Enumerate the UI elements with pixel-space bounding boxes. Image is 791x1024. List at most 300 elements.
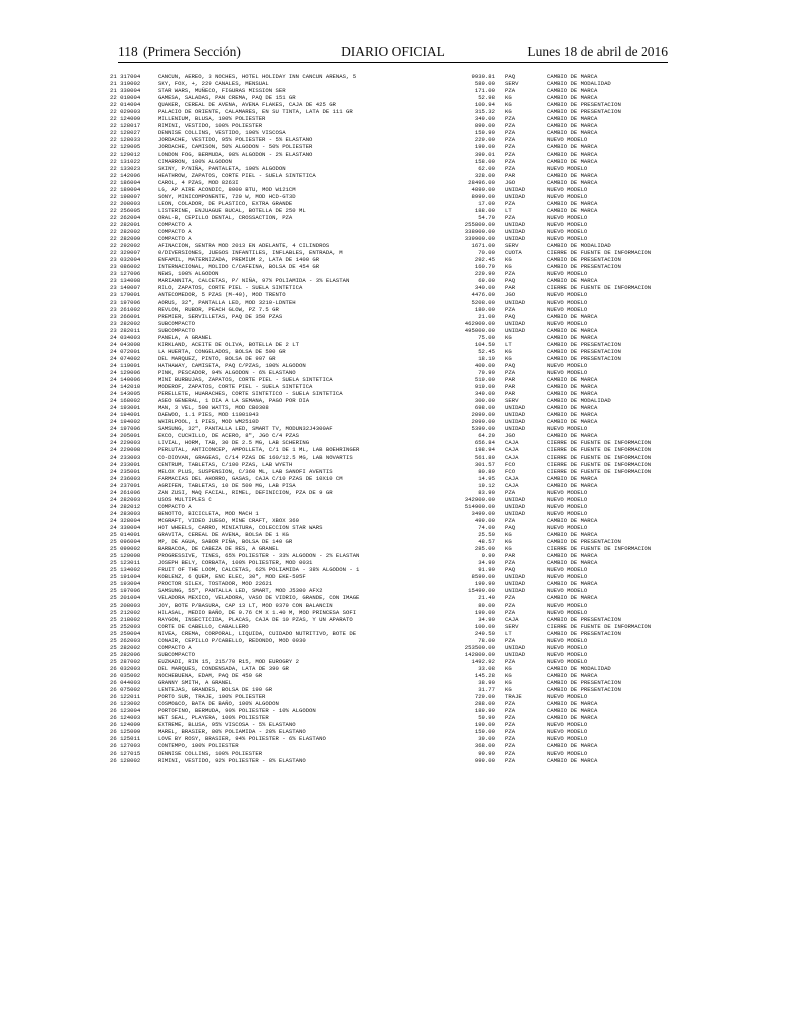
- item-code: 22 133023: [110, 164, 141, 172]
- item-observation: CAMBIO DE MODALIDAD: [547, 397, 611, 405]
- table-row: [110, 320, 710, 327]
- item-description: VELADORA MEXICO, VELADORA, VASO DE VIDRIO, GRANDE, CON IMAGE: [158, 594, 360, 602]
- item-price: 78.00: [478, 636, 495, 644]
- item-observation: CAMBIO DE PRESENTACION: [547, 340, 621, 348]
- item-description: DENNISE COLLINS, 100% POLIESTER: [158, 749, 263, 757]
- item-code: 22 129005: [110, 143, 141, 151]
- item-description: WHIRLPOOL, 1 PIES, MOD WM2510D: [158, 418, 259, 426]
- item-unit: JGO: [505, 432, 516, 440]
- item-description: PORTOFINO, BERMUDA, 90% POLIESTER - 10% ALGODON: [158, 707, 316, 715]
- item-price: 229.00: [474, 136, 495, 144]
- table-row: [110, 679, 710, 686]
- item-price: 31.77: [478, 686, 495, 694]
- table-row: [110, 707, 710, 714]
- item-description: MARIANNITA, CALCETAS, P/ NIÑA, 97% POLIAMIDA - 3% ELASTAN: [158, 277, 350, 285]
- item-description: ZAN ZUSI, MAQ FACIAL, RIMEL, DEFINICION, PZA DE 9 GR: [158, 488, 333, 496]
- item-description: MAN, 3 VEL, 500 WATTS, MOD CB0308: [158, 404, 269, 412]
- table-row: [110, 454, 710, 461]
- item-price: 340.00: [474, 284, 495, 292]
- item-unit: PAR: [505, 383, 516, 391]
- item-unit: PZA: [505, 700, 516, 708]
- item-code: 23 032004: [110, 256, 141, 264]
- item-observation: CAMBIO DE MARCA: [547, 73, 598, 80]
- item-unit: KG: [505, 333, 512, 341]
- item-observation: NUEVO MODELO: [547, 298, 588, 306]
- table-row: [110, 735, 710, 742]
- table-row: [110, 468, 710, 475]
- table-row: [110, 757, 710, 764]
- item-description: SUBCOMPACTO: [158, 319, 195, 327]
- item-observation: CAMBIO DE MARCA: [547, 418, 598, 426]
- item-unit: UNIDAD: [505, 573, 526, 581]
- table-row: [110, 439, 710, 446]
- item-code: 23 282011: [110, 326, 141, 334]
- item-code: 24 282012: [110, 502, 141, 510]
- item-code: 25 252003: [110, 622, 141, 630]
- item-code: 24 205001: [110, 432, 141, 440]
- table-row: [110, 200, 710, 207]
- item-price: 14.95: [478, 474, 495, 482]
- item-code: 24 282003: [110, 495, 141, 503]
- item-price: 499.00: [474, 516, 495, 524]
- item-description: PERLUTAL, ANTICONCEP, AMPOLLETA, C/1 DE 1 ML, LAB BOEHRINGER: [158, 446, 360, 454]
- item-price: 698.00: [474, 404, 495, 412]
- item-observation: NUEVO MODELO: [547, 587, 588, 595]
- item-description: PORTO SUR, TRAJE, 100% POLIESTER: [158, 693, 266, 701]
- item-observation: CAMBIO DE MARCA: [547, 552, 598, 560]
- item-description: JOY, BOTE P/BASURA, CAP 13 LT, MOD 9379 CON BALANCIN: [158, 601, 333, 609]
- item-observation: CIERRE DE FUENTE DE INFORMACION: [547, 460, 652, 468]
- item-code: 24 043008: [110, 340, 141, 348]
- item-price: 253500.00: [464, 643, 495, 651]
- item-unit: KG: [505, 686, 512, 694]
- item-unit: UNIDAD: [505, 643, 526, 651]
- table-row: [110, 355, 710, 362]
- item-price: 33.08: [478, 664, 495, 672]
- item-price: 349.00: [474, 115, 495, 123]
- item-code: 23 140007: [110, 284, 141, 292]
- item-price: 99.99: [478, 749, 495, 757]
- table-row: [110, 750, 710, 757]
- table-row: [110, 94, 710, 101]
- item-code: 24 129006: [110, 368, 141, 376]
- item-code: 26 124003: [110, 714, 141, 722]
- item-unit: KG: [505, 664, 512, 672]
- item-description: INTERNACIONAL, MOLIDO C/CAFEINA, BOLSA DE 454 GR: [158, 263, 320, 271]
- item-price: 21.00: [478, 312, 495, 320]
- item-code: 23 282002: [110, 319, 141, 327]
- item-unit: PZA: [505, 368, 516, 376]
- item-code: 26 128002: [110, 756, 141, 764]
- item-unit: PZA: [505, 115, 516, 123]
- item-description: JORDACHE, CAMISON, 50% ALGODON - 50% POLIESTER: [158, 143, 313, 151]
- item-code: 22 282001: [110, 220, 141, 228]
- item-description: HOT WHEELS, CARRO, MINIATURA, COLECCION STAR WARS: [158, 524, 323, 531]
- item-observation: CAMBIO DE MARCA: [547, 171, 598, 179]
- item-observation: CAMBIO DE MARCA: [547, 122, 598, 130]
- item-code: 22 014004: [110, 101, 141, 109]
- item-code: 23 266001: [110, 312, 141, 320]
- item-code: 26 127015: [110, 749, 141, 757]
- item-code: 25 096004: [110, 538, 141, 546]
- table-row: [110, 348, 710, 355]
- item-price: 292.45: [474, 256, 495, 264]
- item-price: 18.19: [478, 354, 495, 362]
- item-code: 23 127006: [110, 270, 141, 278]
- table-row: [110, 503, 710, 510]
- item-description: SAMSUNG, 32", PANTALLA LED, SMART TV, MODUN32J4300AF: [158, 425, 333, 433]
- item-price: 342900.00: [464, 495, 495, 503]
- item-unit: SERV: [505, 242, 519, 250]
- item-description: MELOX PLUS, SUSPENSION, C/360 ML, LAB SANOFI AVENTIS: [158, 467, 333, 475]
- table-row: [110, 672, 710, 679]
- table-row: [110, 594, 710, 601]
- item-description: MAREL, BRASIER, 80% POLIAMIDA - 20% ELASTANO: [158, 728, 306, 736]
- item-unit: PZA: [505, 122, 516, 130]
- item-description: CANCUN, AEREO, 3 NOCHES, HOTEL HOLIDAY INN CANCUN ARENAS, 5: [158, 73, 357, 80]
- item-code: 25 282002: [110, 643, 141, 651]
- item-unit: UNIDAD: [505, 495, 526, 503]
- item-unit: PZA: [505, 636, 516, 644]
- item-price: 339900.00: [464, 235, 495, 243]
- table-row: [110, 538, 710, 545]
- item-code: 26 125011: [110, 735, 141, 743]
- item-unit: KG: [505, 263, 512, 271]
- item-unit: PZA: [505, 87, 516, 95]
- table-row: [110, 665, 710, 672]
- item-price: 48.57: [478, 538, 495, 546]
- item-unit: KG: [505, 108, 512, 116]
- item-observation: CAMBIO DE MARCA: [547, 707, 598, 715]
- item-code: 24 233001: [110, 460, 141, 468]
- item-description: AFINACION, SENTRA MOD 2013 EN ADELANTE, 4 CILINDROS: [158, 242, 330, 250]
- item-price: 199.00: [474, 143, 495, 151]
- page-header: [118, 44, 668, 64]
- item-code: 25 099002: [110, 545, 141, 553]
- table-row: [110, 284, 710, 291]
- item-price: 28496.00: [468, 178, 495, 186]
- item-code: 25 282006: [110, 650, 141, 658]
- table-row: [110, 545, 710, 552]
- item-observation: CIERRE DE FUENTE DE INFORMACION: [547, 439, 652, 447]
- item-description: MILLENIUM, BLUSA, 100% POLIESTER: [158, 115, 266, 123]
- item-unit: CAJA: [505, 439, 519, 447]
- table-row: [110, 341, 710, 348]
- item-price: 159.00: [474, 728, 495, 736]
- item-unit: CAJA: [505, 481, 519, 489]
- item-unit: KG: [505, 671, 512, 679]
- item-price: 79.99: [478, 368, 495, 376]
- item-price: 158.00: [474, 157, 495, 165]
- item-description: JORDACHE, VESTIDO, 95% POLIESTER - 5% ELASTANO: [158, 136, 313, 144]
- item-description: SONY, MINICOMPONENTE, 720 W, MOD HCD-GT3D: [158, 192, 296, 200]
- table-row: [110, 580, 710, 587]
- item-observation: CAMBIO DE MARCA: [547, 129, 598, 137]
- item-observation: CAMBIO DE PRESENTACION: [547, 263, 621, 271]
- item-description: COMPACTO A: [158, 228, 192, 236]
- table-row: [110, 637, 710, 644]
- item-description: NEWS, 100% ALGODON: [158, 270, 219, 278]
- item-description: CORTE DE CABELLO, CABALLERO: [158, 622, 249, 630]
- table-row: [110, 277, 710, 284]
- item-code: 23 086002: [110, 263, 141, 271]
- table-row: [110, 524, 710, 531]
- item-observation: NUEVO MODELO: [547, 235, 588, 243]
- table-row: [110, 143, 710, 150]
- item-observation: NUEVO MODELO: [547, 228, 588, 236]
- table-row: [110, 101, 710, 108]
- item-observation: CAMBIO DE PRESENTACION: [547, 538, 621, 546]
- item-code: 25 259004: [110, 629, 141, 637]
- item-observation: CIERRE DE FUENTE DE INFORMACION: [547, 622, 652, 630]
- item-unit: UNIDAD: [505, 404, 526, 412]
- item-price: 249.50: [474, 629, 495, 637]
- item-unit: KG: [505, 354, 512, 362]
- item-code: 26 124009: [110, 721, 141, 729]
- item-description: CIMARRON, 100% ALGODON: [158, 157, 232, 165]
- table-row: [110, 108, 710, 115]
- table-row: [110, 186, 710, 193]
- table-row: [110, 602, 710, 609]
- item-unit: KG: [505, 538, 512, 546]
- publication-date: Lunes 18 de abril de 2016: [527, 44, 668, 59]
- item-description: PALACIO DE ORIENTE, CALAMARES, EN SU TINTA, LATA DE 111 GR: [158, 108, 353, 116]
- item-description: PINK, PESCADOR, 94% ALGODON - 6% ELASTANO: [158, 368, 296, 376]
- table-row: [110, 122, 710, 129]
- item-description: PROGRESSIVE, TINES, 65% POLIESTER - 33% ALGODON - 2% ELASTAN: [158, 552, 360, 560]
- table-row: [110, 235, 710, 242]
- item-price: 999.00: [474, 756, 495, 764]
- table-row: [110, 418, 710, 425]
- item-observation: NUEVO MODELO: [547, 192, 588, 200]
- item-observation: CAMBIO DE MARCA: [547, 714, 598, 722]
- item-description: GRAVITA, CEREAL DE AVENA, BOLSA DE 1 KG: [158, 531, 289, 539]
- item-code: 24 236003: [110, 474, 141, 482]
- table-row: [110, 376, 710, 383]
- item-description: JOSEPH BELY, CORBATA, 100% POLIESTER, MOD 0031: [158, 559, 313, 567]
- table-row: [110, 531, 710, 538]
- item-description: EUZKADI, RIN 15, 215/70 R15, MOD EUROGRY 2: [158, 657, 299, 665]
- item-unit: UNIDAD: [505, 319, 526, 327]
- item-price: 199.00: [474, 608, 495, 616]
- table-row: [110, 742, 710, 749]
- item-unit: PAQ: [505, 312, 516, 320]
- item-price: 1671.00: [471, 242, 495, 250]
- item-unit: PZA: [505, 213, 516, 221]
- table-row: [110, 425, 710, 432]
- item-observation: CAMBIO DE MARCA: [547, 671, 598, 679]
- item-description: EKCO, CUCHILLO, DE ACERO, 8", JGO C/4 PZAS: [158, 432, 299, 440]
- item-unit: PAQ: [505, 361, 516, 369]
- item-unit: PZA: [505, 714, 516, 722]
- item-unit: JGO: [505, 291, 516, 299]
- item-observation: CAMBIO DE MARCA: [547, 531, 598, 539]
- item-price: 54.70: [478, 213, 495, 221]
- item-description: KOBLENZ, 6 QUEM, ENC ELEC, 30", MOD EKE-505F: [158, 573, 306, 581]
- item-description: COMPACTO A: [158, 643, 192, 651]
- item-price: 349.00: [474, 390, 495, 398]
- item-code: 22 282002: [110, 228, 141, 236]
- item-price: 17.00: [478, 199, 495, 207]
- item-unit: PZA: [505, 136, 516, 144]
- item-description: HATHAWAY, CAMISETA, PAQ C/PZAS, 100% ALGODON: [158, 361, 306, 369]
- item-price: 462900.00: [464, 319, 495, 327]
- item-unit: SERV: [505, 622, 519, 630]
- item-observation: CAMBIO DE MARCA: [547, 206, 598, 214]
- item-description: PREMIER, SERVILLETAS, PAQ DE 350 PZAS: [158, 312, 283, 320]
- table-row: [110, 334, 710, 341]
- item-observation: CAMBIO DE PRESENTACION: [547, 629, 621, 637]
- table-row: [110, 221, 710, 228]
- table-row: [110, 362, 710, 369]
- item-description: RILO, ZAPATOS, CORTE PIEL - SUELA SINTETICA: [158, 284, 303, 292]
- item-code: 24 194002: [110, 418, 141, 426]
- item-price: 519.00: [474, 376, 495, 384]
- item-observation: CAMBIO DE MARCA: [547, 376, 598, 384]
- item-price: 171.00: [474, 87, 495, 95]
- table-row: [110, 461, 710, 468]
- item-unit: CAJA: [505, 446, 519, 454]
- table-row: [110, 270, 710, 277]
- item-unit: PZA: [505, 164, 516, 172]
- item-code: 25 191004: [110, 573, 141, 581]
- item-code: 24 235001: [110, 467, 141, 475]
- item-observation: CAMBIO DE MARCA: [547, 277, 598, 285]
- item-code: 25 120008: [110, 552, 141, 560]
- item-price: 104.50: [474, 340, 495, 348]
- item-code: 21 317004: [110, 73, 141, 80]
- item-observation: NUEVO MODELO: [547, 425, 588, 433]
- item-observation: CAMBIO DE PRESENTACION: [547, 686, 621, 694]
- item-price: 255800.00: [464, 220, 495, 228]
- item-observation: CAMBIO DE MARCA: [547, 481, 598, 489]
- item-description: DENNISE COLLINS, VESTIDO, 100% VISCOSA: [158, 129, 286, 137]
- item-price: 180.00: [474, 305, 495, 313]
- table-row: [110, 566, 710, 573]
- item-unit: PZA: [505, 707, 516, 715]
- item-price: 288.00: [474, 700, 495, 708]
- table-row: [110, 510, 710, 517]
- table-row: [110, 172, 710, 179]
- item-unit: UNIDAD: [505, 502, 526, 510]
- item-unit: TRAJE: [505, 693, 522, 701]
- item-observation: CAMBIO DE MARCA: [547, 474, 598, 482]
- item-unit: KG: [505, 101, 512, 109]
- table-row: [110, 165, 710, 172]
- item-observation: NUEVO MODELO: [547, 509, 588, 517]
- item-code: 24 140006: [110, 376, 141, 384]
- item-code: 22 292002: [110, 242, 141, 250]
- table-row: [110, 249, 710, 256]
- item-description: LA HUERTA, CONGELADOS, BOLSA DE 500 GR: [158, 347, 286, 355]
- item-code: 24 229003: [110, 439, 141, 447]
- item-observation: CAMBIO DE MARCA: [547, 115, 598, 123]
- item-price: 142800.00: [464, 650, 495, 658]
- item-code: 23 179001: [110, 291, 141, 299]
- item-description: CO-DIOVAN, GRAGEAS, C/14 PZAS DE 160/12.5 MG, LAB NOVARTIS: [158, 453, 353, 461]
- item-observation: NUEVO MODELO: [547, 488, 588, 496]
- item-price: 3499.00: [471, 509, 495, 517]
- item-price: 38.90: [478, 679, 495, 687]
- item-unit: PAQ: [505, 277, 516, 285]
- item-unit: CAJA: [505, 615, 519, 623]
- journal-title: DIARIO OFICIAL: [341, 44, 445, 59]
- item-price: 9930.81: [471, 73, 495, 80]
- item-code: 22 262004: [110, 213, 141, 221]
- item-observation: NUEVO MODELO: [547, 608, 588, 616]
- item-observation: NUEVO MODELO: [547, 566, 588, 574]
- item-price: 301.57: [474, 460, 495, 468]
- item-price: 5208.00: [471, 298, 495, 306]
- item-code: 24 197006: [110, 425, 141, 433]
- item-observation: NUEVO MODELO: [547, 601, 588, 609]
- item-unit: CAJA: [505, 474, 519, 482]
- item-unit: UNIDAD: [505, 418, 526, 426]
- item-code: 24 072001: [110, 347, 141, 355]
- item-price: 338900.00: [464, 228, 495, 236]
- item-unit: LT: [505, 206, 512, 214]
- item-description: EXTREME, BLUSA, 95% VISCOSA - 5% ELASTANO: [158, 721, 296, 729]
- table-row: [110, 559, 710, 566]
- table-row: [110, 80, 710, 87]
- item-unit: PZA: [505, 143, 516, 151]
- item-observation: CAMBIO DE MARCA: [547, 580, 598, 588]
- table-row: [110, 721, 710, 728]
- item-unit: PZA: [505, 129, 516, 137]
- table-row: [110, 609, 710, 616]
- item-unit: CAJA: [505, 453, 519, 461]
- item-description: MP, DE AGUA, SABOR PIÑA, BOLSA DE 140 GR: [158, 538, 293, 546]
- table-row: [110, 573, 710, 580]
- item-unit: PZA: [505, 270, 516, 278]
- item-price: 229.90: [474, 270, 495, 278]
- item-price: 409.00: [474, 361, 495, 369]
- table-row: [110, 686, 710, 693]
- item-description: GRANNY SMITH, A GRANEL: [158, 679, 232, 687]
- item-price: 5399.00: [471, 425, 495, 433]
- item-observation: NUEVO MODELO: [547, 136, 588, 144]
- item-observation: CAMBIO DE MARCA: [547, 150, 598, 158]
- item-observation: CAMBIO DE MODALIDAD: [547, 664, 611, 672]
- item-unit: PZA: [505, 608, 516, 616]
- item-code: 25 262003: [110, 636, 141, 644]
- item-description: HILASAL, MEDIO BAÑO, DE 0.76 CM X 1.40 M, MOD PRINCESA SOFI: [158, 608, 357, 616]
- item-code: 24 261006: [110, 488, 141, 496]
- item-code: 21 330004: [110, 87, 141, 95]
- item-unit: PZA: [505, 199, 516, 207]
- item-code: 24 142010: [110, 383, 141, 391]
- table-row: [110, 136, 710, 143]
- item-unit: KG: [505, 256, 512, 264]
- item-price: 34.99: [478, 559, 495, 567]
- item-description: STAR WARS, MUÑECO, FIGURAS MISSION SER: [158, 87, 286, 95]
- item-code: 22 186004: [110, 178, 141, 186]
- item-code: 24 233003: [110, 453, 141, 461]
- item-price: 8599.00: [471, 573, 495, 581]
- item-unit: PAQ: [505, 566, 516, 574]
- item-price: 39.00: [478, 735, 495, 743]
- table-row: [110, 327, 710, 334]
- item-observation: NUEVO MODELO: [547, 319, 588, 327]
- item-code: 26 032003: [110, 664, 141, 672]
- item-unit: PZA: [505, 657, 516, 665]
- item-observation: CIERRE DE FUENTE DE INFORMACION: [547, 453, 652, 461]
- item-price: 285.00: [474, 545, 495, 553]
- item-observation: NUEVO MODELO: [547, 650, 588, 658]
- item-description: REVLON, RUBOR, PEACH GLOW, PZ 7.5 GR: [158, 305, 279, 313]
- item-observation: CAMBIO DE MARCA: [547, 178, 598, 186]
- table-row: [110, 411, 710, 418]
